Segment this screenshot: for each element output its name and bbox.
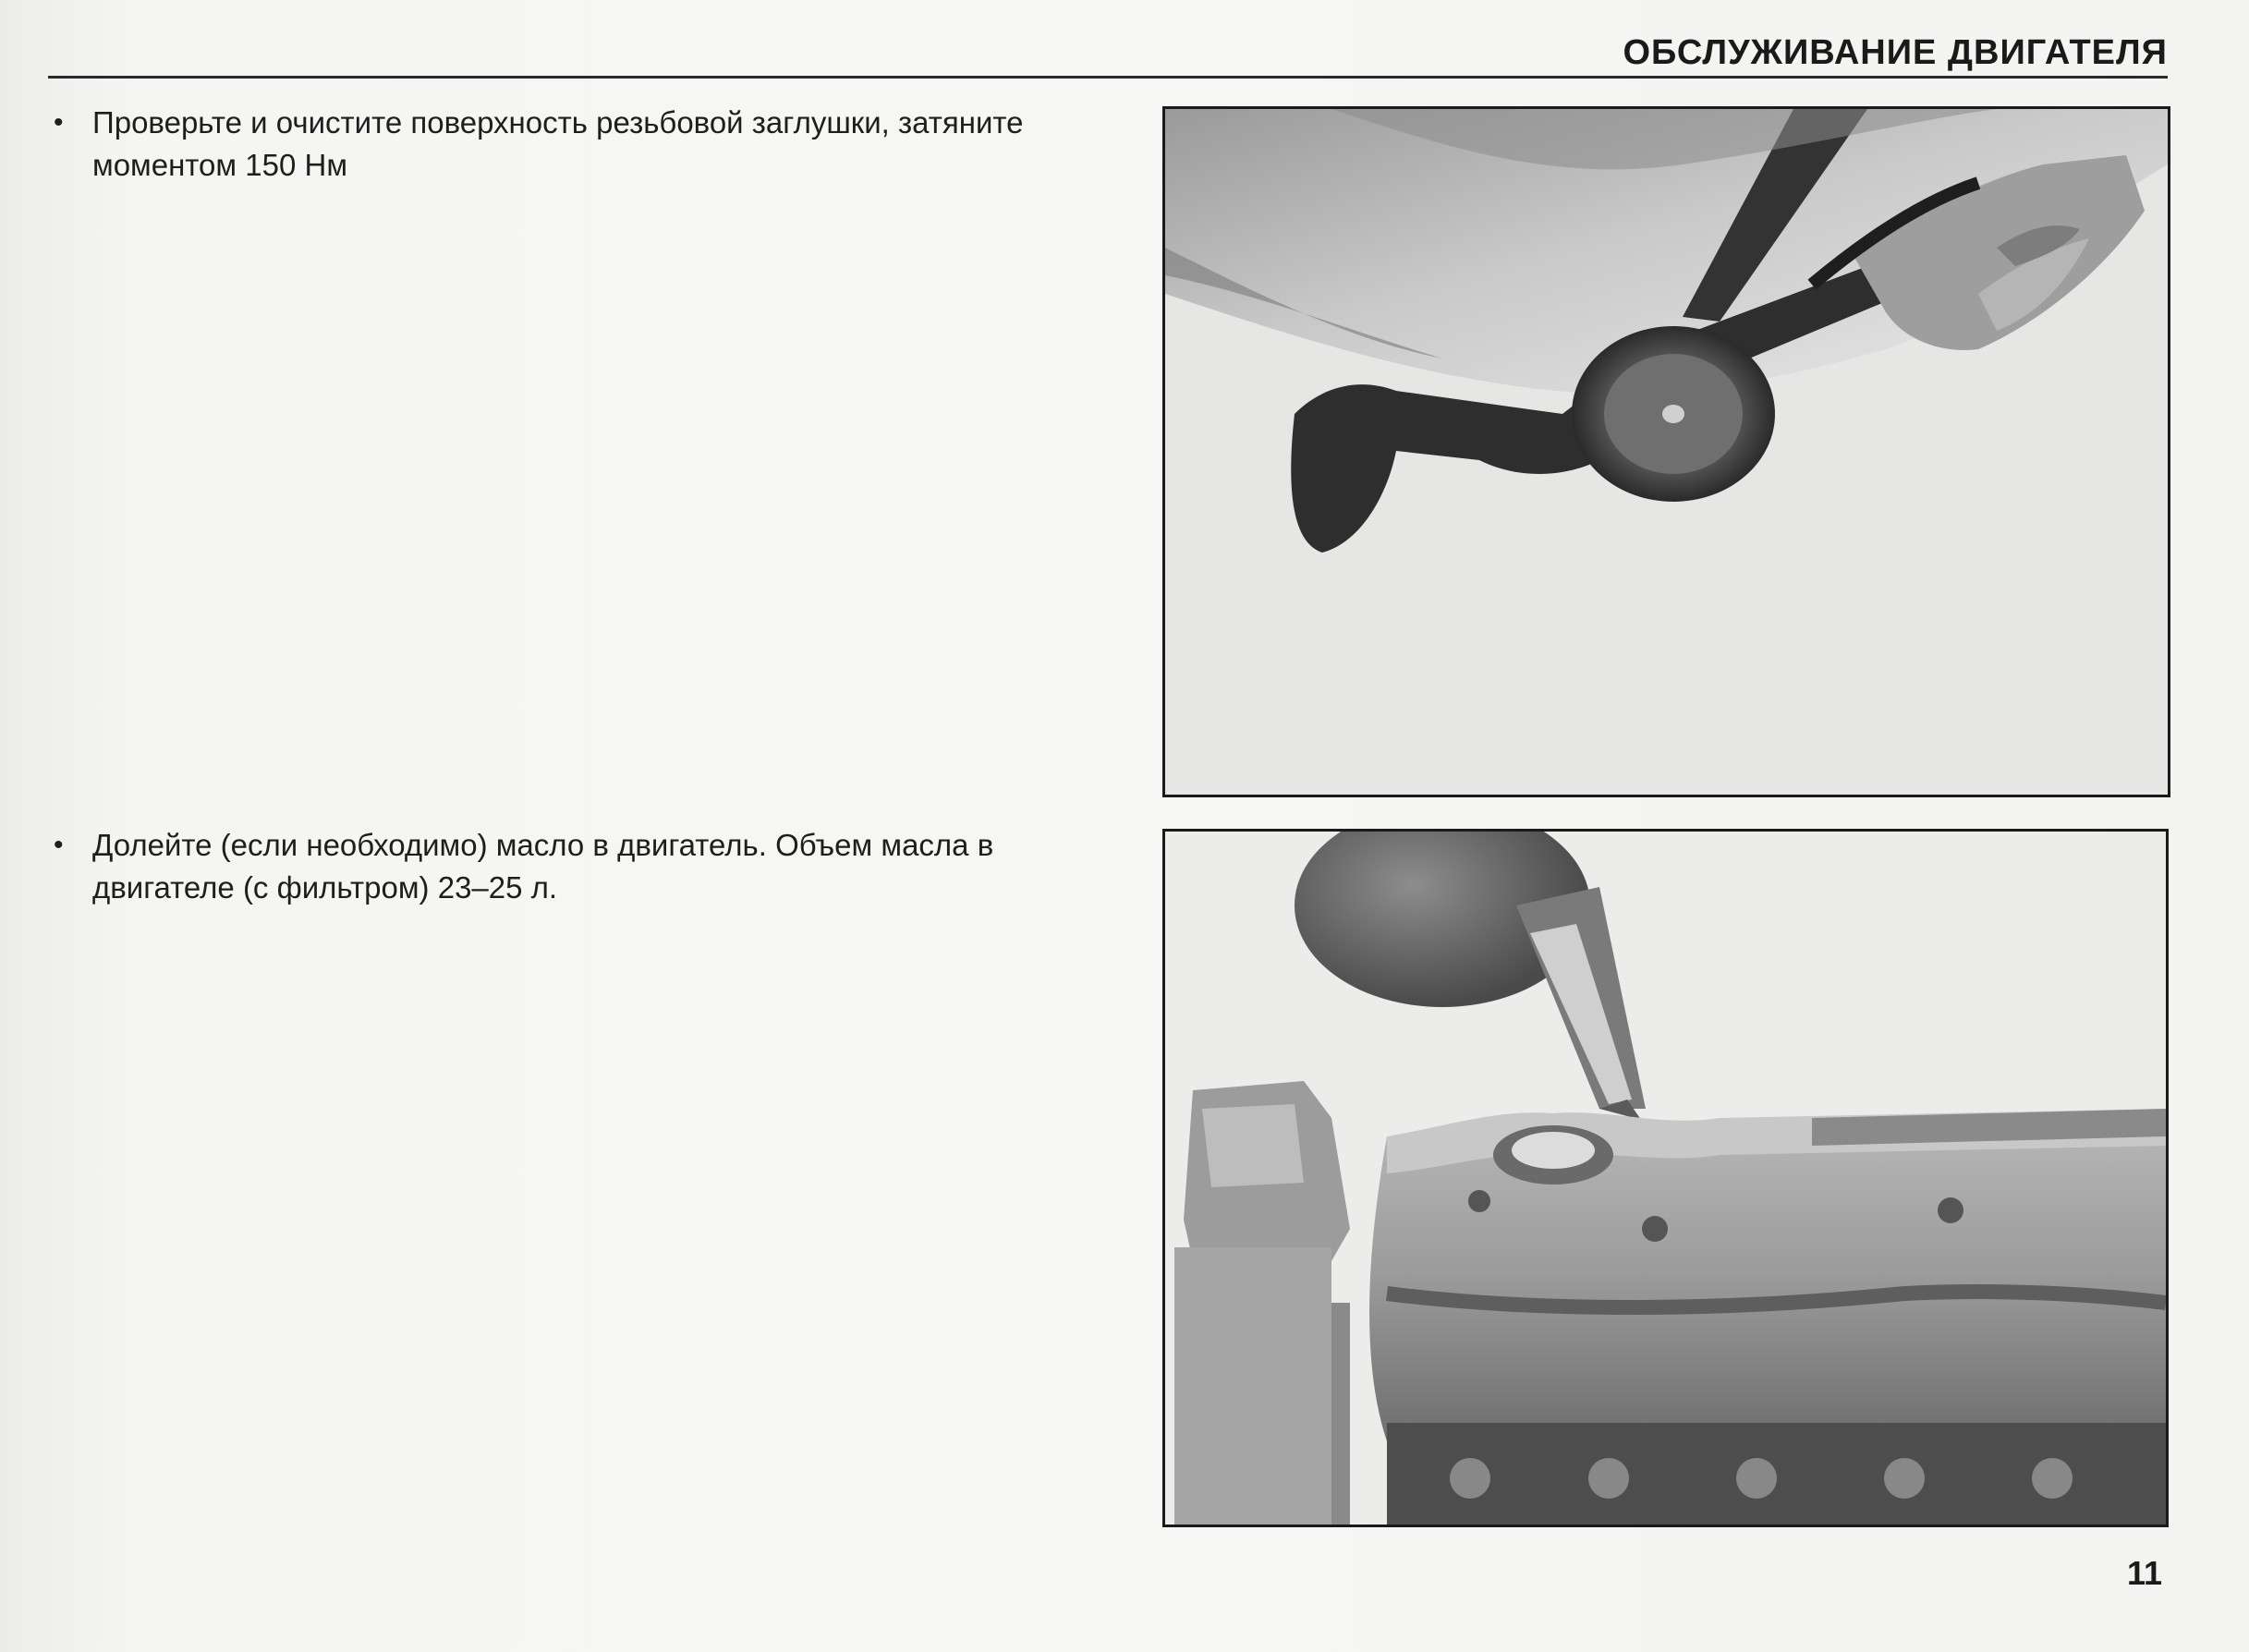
wrench-illustration-icon — [1165, 109, 2168, 795]
header-divider — [48, 76, 2168, 79]
bullet-icon: • — [54, 830, 64, 860]
instruction-step-1 — [52, 102, 1054, 187]
torque-wrench-photo — [1162, 106, 2170, 797]
instruction-text: Долейте (если необходимо) масло в двигатель. Объем масла в двигателе (с фильтром) 23–25 л. — [92, 828, 994, 905]
oil-filling-photo — [1162, 829, 2169, 1527]
engine-illustration-icon — [1165, 832, 2166, 1524]
instruction-step-2 — [52, 824, 1054, 909]
section-title: ОБСЛУЖИВАНИЕ ДВИГАТЕЛЯ — [1623, 33, 2168, 72]
page-number: 11 — [2126, 1554, 2162, 1592]
instruction-text: Проверьте и очистите поверхность резьбовой заглушки, затяните моментом 150 Нм — [92, 105, 1024, 182]
bullet-icon: • — [54, 107, 64, 138]
